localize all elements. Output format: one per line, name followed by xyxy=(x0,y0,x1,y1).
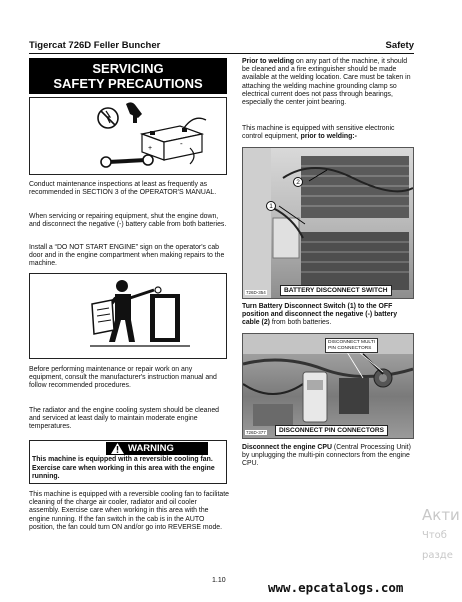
manual-reading-illustration xyxy=(29,273,227,359)
watermark-line-2: Чтоб xyxy=(422,530,447,541)
cpu-bold: Disconnect the engine CPU xyxy=(242,444,332,451)
battery-switch-paragraph xyxy=(242,303,414,328)
shut-engine-paragraph: When servicing or repairing equipment, shut the engine down, and disconnect the negative (-) battery cable from both batteries. xyxy=(29,213,227,229)
battery-disconnect-photo xyxy=(242,147,414,299)
safety-banner xyxy=(29,58,227,94)
page-number: 1.10 xyxy=(212,577,226,584)
catalog-site: www.epcatalogs.com xyxy=(268,580,404,595)
svg-text:-: - xyxy=(180,139,183,148)
battery-safety-illustration xyxy=(29,97,227,175)
manufacturer-manual-paragraph: Before performing maintenance or repair work on any equipment, consult the manufacturer's instruction manual and follow recommended procedures. xyxy=(29,366,217,390)
pin-label-line-2: PIN CONNECTORS xyxy=(328,345,372,351)
watermark-line-1: Акти xyxy=(422,506,460,524)
cpu-text: (Central Processing Unit) by unplugging the multi-pin connectors from the engine CPU. xyxy=(242,444,411,468)
callout-2: 2 xyxy=(293,177,303,187)
warning-box xyxy=(29,440,227,484)
pin-connectors-photo xyxy=(242,333,414,439)
welding-bold: Prior to welding xyxy=(242,58,295,65)
warning-label: WARNING xyxy=(128,443,174,454)
photo2-code: 726D-377 xyxy=(246,430,266,435)
warning-text: This machine is equipped with a reversible cooling fan. Exercise care when working in this area with the engine running. xyxy=(32,456,215,481)
battery-compartment-image xyxy=(243,148,413,298)
document-title: Tigercat 726D Feller Buncher xyxy=(29,40,161,51)
callout-1: 1 xyxy=(266,201,276,211)
reversible-fan-paragraph: This machine is equipped with a reversible cooling fan to facilitate cleaning of the charge air cooler, radiator and oil cooler assembly. Exercise care when working in this area with the engine running. If the fan switch in the cab is in the AUTO position, the fan could turn ON and/or go into REVERSE mode. xyxy=(29,491,229,531)
engine-cpu-paragraph xyxy=(242,444,414,469)
pin-label-line-1: DISCONNECT MULTI xyxy=(328,340,375,345)
pin-connectors-label xyxy=(325,338,378,353)
ecc-bold: prior to welding:- xyxy=(300,133,357,141)
section-title: Safety xyxy=(385,40,414,51)
operator-manual-icon xyxy=(30,274,226,358)
watermark-line-3: разде xyxy=(422,550,453,561)
do-not-start-paragraph: Install a “DO NOT START ENGINE” sign on the operator's cab door and in the engine compartment when making repairs to the machine. xyxy=(29,244,225,268)
ecc-text: This machine is equipped with sensitive electronic control equipment, xyxy=(242,125,395,141)
radiator-paragraph: The radiator and the engine cooling system should be cleaned and serviced at least daily to maintain moderate engine temperatures. xyxy=(29,407,220,431)
turn-text: from both batteries. xyxy=(269,319,332,327)
banner-line-1: SERVICING xyxy=(92,61,164,76)
header-rule xyxy=(29,53,414,54)
photo1-caption: BATTERY DISCONNECT SWITCH xyxy=(280,285,392,296)
electronic-control-paragraph xyxy=(242,125,414,141)
turn-bold: Turn Battery Disconnect Switch (1) to the OFF position and disconnect the negative (-) battery cable (2) xyxy=(242,303,398,327)
photo1-code: 726D-354 xyxy=(246,290,266,295)
warning-triangle-icon xyxy=(111,443,124,454)
welding-text: on any part of the machine, it should be cleaned and a fire extinguisher should be made available at the welding location. Care must be taken in attaching the welding machine grounding clamp so electrical current does not pass through bearings, especially the center joint bearing. xyxy=(242,58,411,107)
maintenance-inspection-paragraph: Conduct maintenance inspections at least as frequently as recommended in SECTION 3 of the OPERATOR'S MANUAL. xyxy=(29,181,217,197)
warning-header xyxy=(106,442,208,455)
battery-wrench-icon xyxy=(30,98,226,174)
photo2-caption: DISCONNECT PIN CONNECTORS xyxy=(275,425,388,436)
svg-text:+: + xyxy=(148,145,153,152)
welding-paragraph xyxy=(242,58,414,107)
banner-line-2: SAFETY PRECAUTIONS xyxy=(53,76,203,91)
